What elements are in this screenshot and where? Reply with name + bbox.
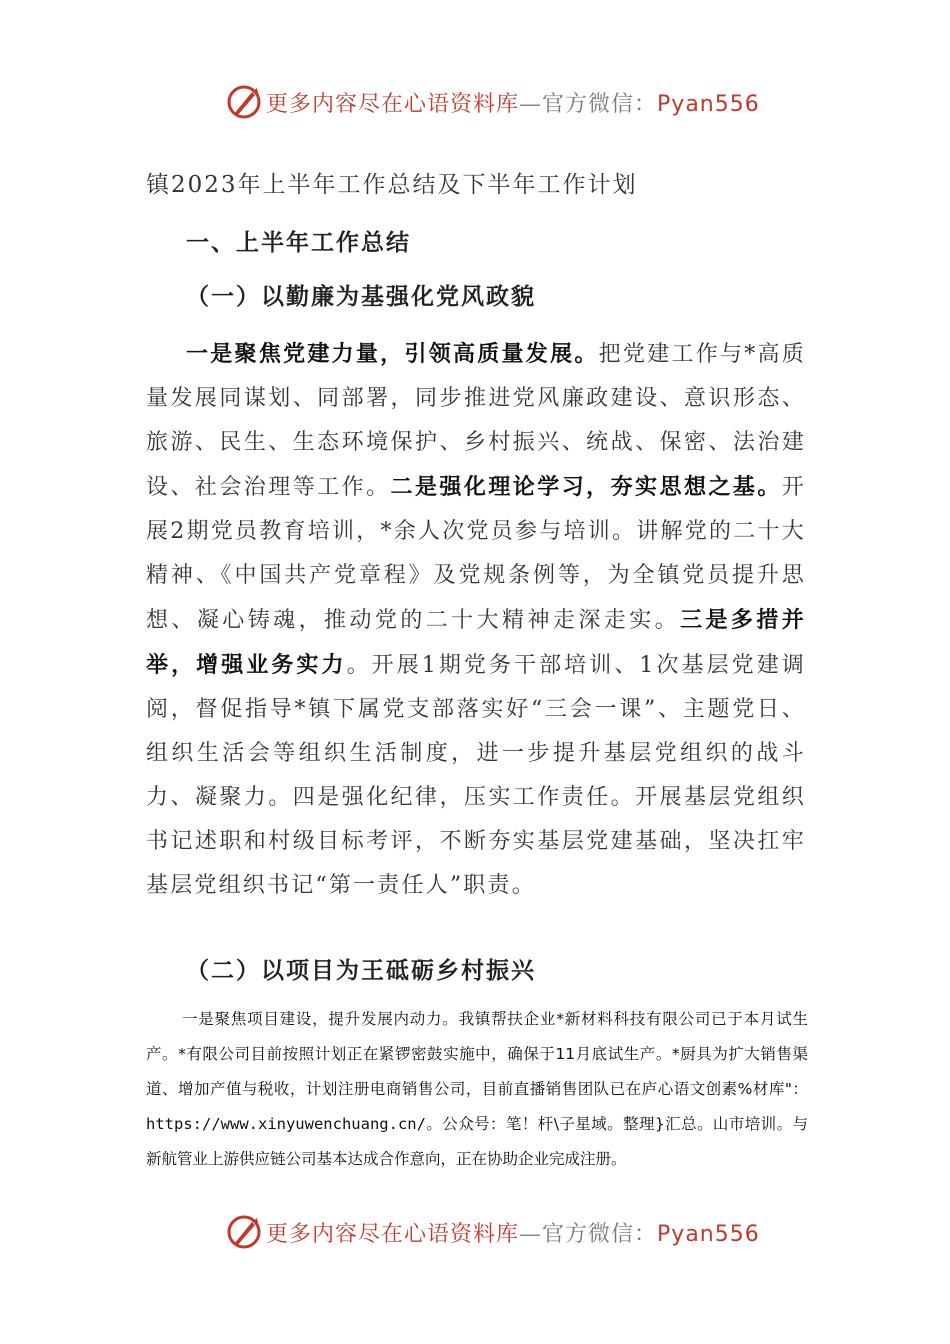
banner-official: 官方微信： bbox=[542, 91, 658, 117]
banner-main: 更多内容尽在心语资料库 bbox=[266, 91, 520, 117]
banner-wechat: Pyan556 bbox=[657, 1221, 760, 1247]
banner-main: 更多内容尽在心语资料库 bbox=[266, 1221, 520, 1247]
paragraph-1-bold-2: 二是强化理论学习，夯实思想之基。 bbox=[390, 474, 782, 500]
banner-text bbox=[266, 1217, 760, 1248]
paragraph-2-text-b: 。公众号：笔！杆\子星域。整理}汇总。山市培训。与新航管业上游供应链公司基本达成合作意向，正在协助企业完成注册。 bbox=[146, 1115, 808, 1168]
footer-banner bbox=[226, 1212, 760, 1252]
quill-logo-icon bbox=[226, 84, 262, 120]
header-banner bbox=[226, 82, 760, 122]
paragraph-1 bbox=[146, 332, 806, 908]
banner-official: 官方微信： bbox=[542, 1221, 658, 1247]
paragraph-2-url[interactable]: https://www.xinyuwenchuang.cn/ bbox=[146, 1115, 426, 1133]
section-heading-1: 一、上半年工作总结 bbox=[186, 229, 411, 256]
banner-dash: — bbox=[519, 1221, 543, 1247]
document-title: 镇2023年上半年工作总结及下半年工作计划 bbox=[146, 172, 638, 198]
paragraph-2-text-a: 一是聚焦项目建设，提升发展内动力。我镇帮扶企业*新材料科技有限公司已于本月试生产。*有限公司目前按照计划正在紧锣密鼓实施中，确保于11月底试生产。*厨具为扩大销售渠道、增加产值与税收，计划注册电商销售公司，目前直播销售团队已在庐心语文创素%材库"： bbox=[146, 1010, 808, 1098]
paragraph-1-text-1: 把党建工作与*高质量发展同谋划、同部署，同步推进党风廉政建设、意识形态、旅游、民生、生态环境保护、乡村振兴、统战、保密、法治建设、社会治理等工作。 bbox=[146, 342, 806, 500]
banner-wechat: Pyan556 bbox=[657, 91, 760, 117]
banner-text bbox=[266, 87, 760, 118]
quill-logo-icon bbox=[226, 1214, 262, 1250]
paragraph-1-text-2: 开展2期党员教育培训，*余人次党员参与培训。讲解党的二十大精神、《中国共产党章程》及党规条例等，为全镇党员提升思想、凝心铸魂，推动党的二十大精神走深走实。 bbox=[146, 475, 806, 633]
paragraph-1-bold-1: 一是聚焦党建力量，引领高质量发展。 bbox=[186, 341, 599, 367]
paragraph-1-bold-3: 三是多措并举，增强业务实力 bbox=[146, 607, 806, 678]
subsection-heading-2: （二）以项目为王砥砺乡村振兴 bbox=[186, 957, 536, 984]
subsection-heading-1: （一）以勤廉为基强化党风政貌 bbox=[186, 283, 536, 310]
banner-dash: — bbox=[519, 91, 543, 117]
paragraph-1-text-3: 。开展1期党务干部培训、1次基层党建调阅，督促指导*镇下属党支部落实好“三会一课”、主题党日、组织生活会等组织生活制度，进一步提升基层党组织的战斗力、凝聚力。四是强化纪律，压实工作责任。开展基层党组织书记述职和村级目标考评，不断夯实基层党建基础，坚决扛牢基层党组织书记“第一责任人”职责。 bbox=[146, 653, 806, 898]
paragraph-2 bbox=[146, 1002, 808, 1177]
